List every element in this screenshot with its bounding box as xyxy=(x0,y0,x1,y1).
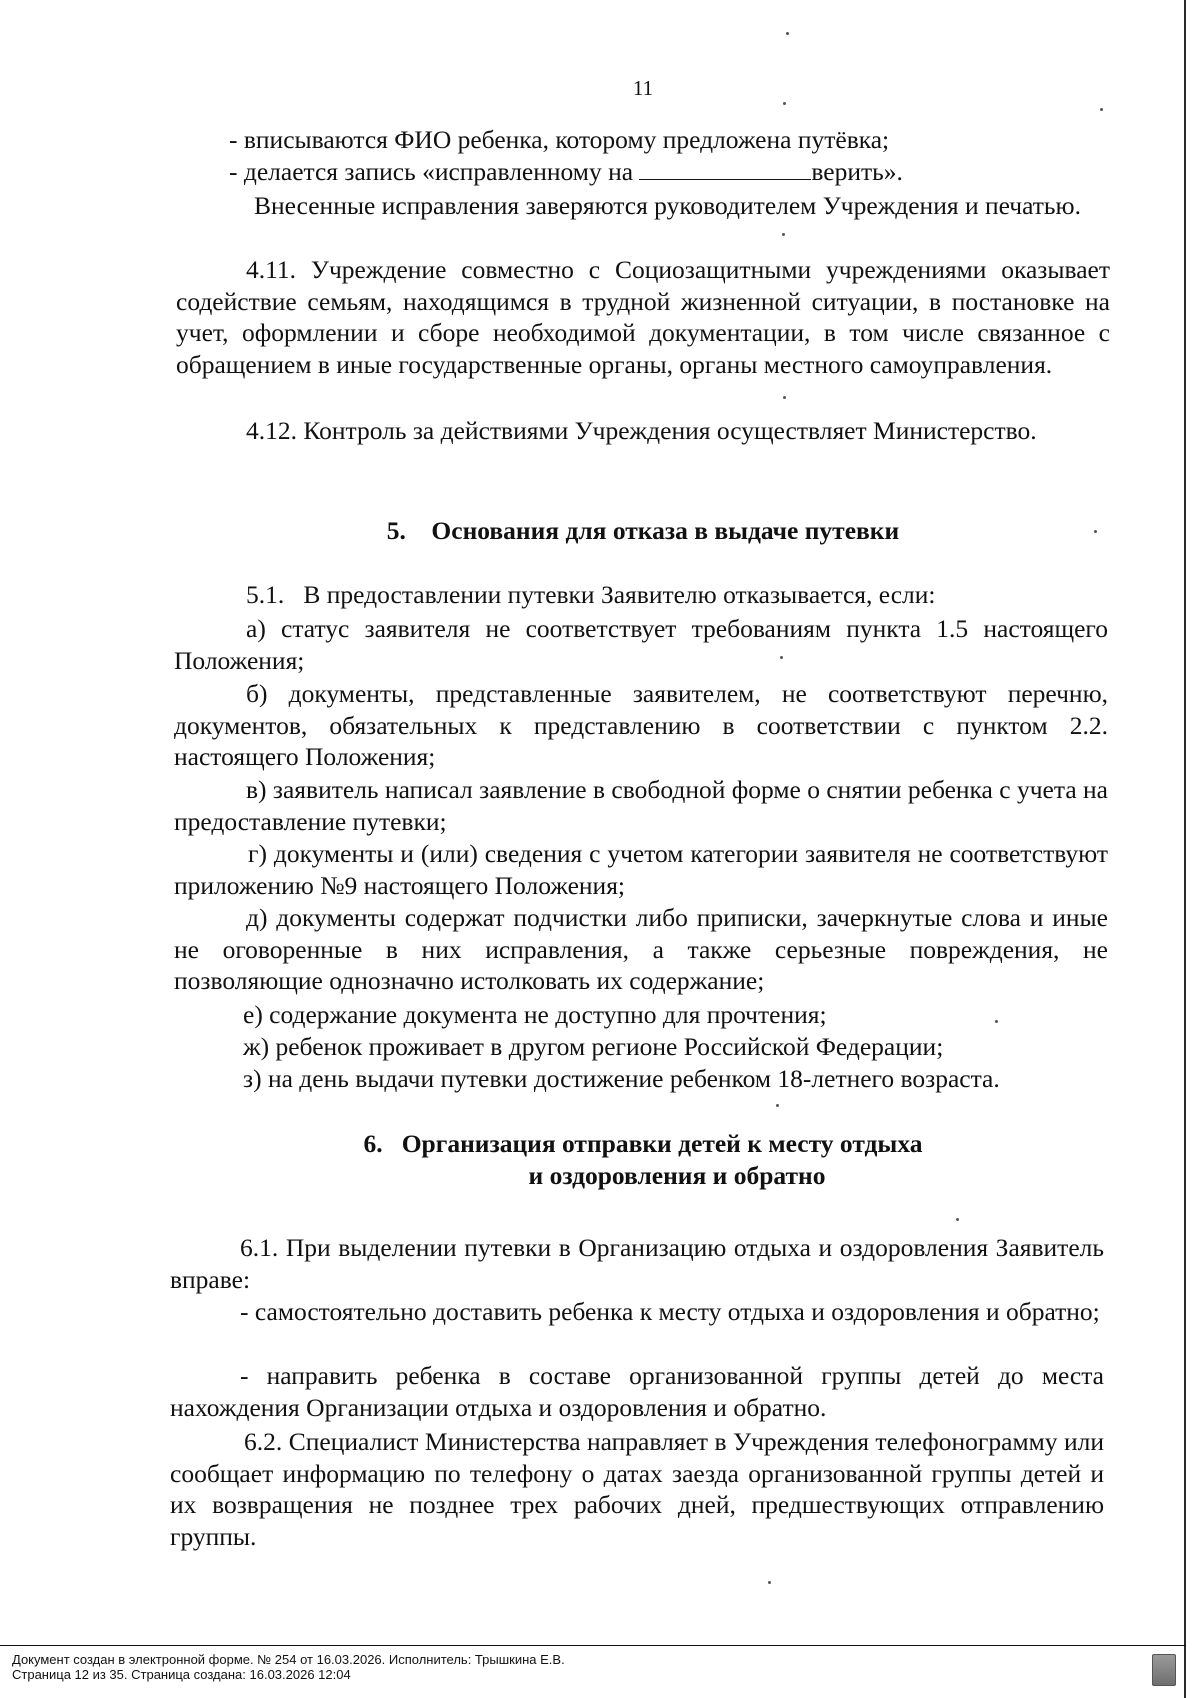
scan-speck xyxy=(783,102,786,105)
scan-speck xyxy=(995,1020,998,1023)
scan-speck xyxy=(786,32,789,35)
refusal-item-a: а) статус заявителя не соответствует требованиям пункта 1.5 настоящего Положения; xyxy=(174,614,1108,675)
document-footer xyxy=(0,1640,1200,1698)
section-5-heading: 5. Основания для отказа в выдаче путевки xyxy=(386,516,900,545)
scan-speck xyxy=(1094,530,1097,533)
scan-speck xyxy=(783,396,786,399)
section-5-intro: 5.1. В предоставлении путевки Заявителю отказывается, если: xyxy=(246,580,936,609)
page-number: 11 xyxy=(632,76,654,100)
paragraph-6-2: 6.2. Специалист Министерства направляет в Учреждения телефонограмму или сообщает информацию по телефону о датах заезда организованной группы детей и их возвращения не позднее трех рабочих дней, предшествующих отправлению группы. xyxy=(170,1427,1104,1551)
section-6-heading-line1: 6. Организация отправки детей к месту отдыха xyxy=(363,1129,923,1158)
option-organized-group: - направить ребенка в составе организованной группы детей до места нахождения Организации отдыха и оздоровления и обратно. xyxy=(170,1361,1104,1422)
refusal-item-g: г) документы и (или) сведения с учетом категории заявителя не соответствуют приложению №9 настоящего Положения; xyxy=(174,839,1108,900)
scan-speck xyxy=(780,656,783,659)
blank-underline xyxy=(639,159,811,180)
footer-rule xyxy=(0,1645,1186,1646)
scan-edge xyxy=(1184,0,1186,1698)
scan-speck xyxy=(782,233,785,236)
correction-phrase: - делается запись «исправленному на xyxy=(229,157,634,186)
correction-end: верить». xyxy=(811,157,903,186)
option-self-delivery: - самостоятельно доставить ребенка к месту отдыха и оздоровления и обратно; xyxy=(240,1297,1100,1326)
refusal-item-e: е) содержание документа не доступно для прочтения; xyxy=(243,1000,827,1029)
scan-speck xyxy=(768,1581,771,1584)
paragraph-4-12: 4.12. Контроль за действиями Учреждения осуществляет Министерство. xyxy=(246,416,1037,445)
refusal-item-z: з) на день выдачи путевки достижение ребенком 18-летнего возраста. xyxy=(243,1064,1000,1093)
refusal-item-v: в) заявитель написал заявление в свободной форме о снятии ребенка с учета на предоставление путевки; xyxy=(174,775,1108,836)
footer-line-1: Документ создан в электронной форме. № 254 от 16.03.2026. Исполнитель: Трышкина Е.В. xyxy=(12,1652,565,1667)
refusal-item-d: д) документы содержат подчистки либо приписки, зачеркнутые слова и иные не оговоренные в них исправления, а также серьезные повреждения, не позволяющие однозначно истолковать их содержание; xyxy=(174,903,1108,995)
footer-text xyxy=(12,1652,565,1682)
refusal-item-zh: ж) ребенок проживает в другом регионе Российской Федерации; xyxy=(243,1032,944,1061)
top-line-1: - вписываются ФИО ребенка, которому предложена путёвка; xyxy=(229,125,890,154)
top-line-2 xyxy=(229,156,1109,188)
footer-line-2: Страница 12 из 35. Страница создана: 16.03.2026 12:04 xyxy=(12,1667,351,1682)
stamp-icon xyxy=(1152,1654,1176,1686)
corrections-paragraph: Внесенные исправления заверяются руководителем Учреждения и печатью. xyxy=(254,191,1081,220)
paragraph-4-11: 4.11. Учреждение совместно с Социозащитными учреждениями оказывает содействие семьям, находящимся в трудной жизненной ситуации, в постановке на учет, оформлении и сборе необходимой документации, в том числе связанное с обращением в иные государственные органы, органы местного самоуправления. xyxy=(176,255,1110,379)
paragraph-6-1: 6.1. При выделении путевки в Организацию отдыха и оздоровления Заявитель вправе: xyxy=(170,1233,1104,1294)
scan-speck xyxy=(956,1218,959,1221)
section-6-heading-line2: и оздоровления и обратно xyxy=(528,1161,826,1190)
scan-speck xyxy=(1100,108,1103,111)
scan-speck xyxy=(776,1104,779,1107)
refusal-item-b: б) документы, представленные заявителем, не соответствуют перечню, документов, обязательных к представлению в соответствии с пунктом 2.2. настоящего Положения; xyxy=(174,679,1108,771)
